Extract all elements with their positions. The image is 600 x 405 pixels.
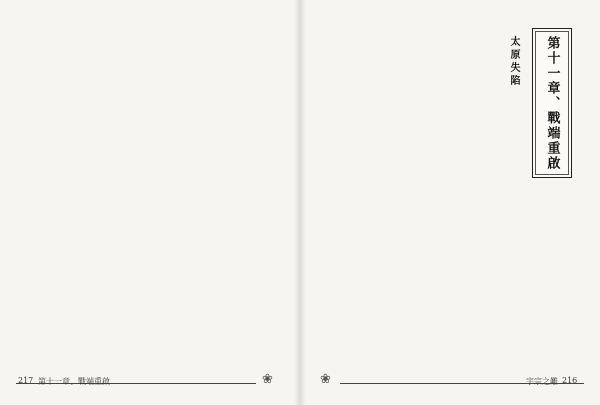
flower-ornament-icon: ❀ — [320, 372, 331, 387]
book-gutter — [294, 0, 306, 405]
right-page-number: 216 — [562, 376, 578, 385]
right-page-body — [308, 30, 496, 370]
left-running-header: 第十一章、戰端重啟 — [38, 377, 110, 386]
right-page — [300, 0, 600, 405]
right-running-header: 宇宗之難 — [526, 377, 558, 386]
section-title: 太原失陷 — [508, 36, 519, 88]
chapter-title-box — [532, 28, 572, 178]
flower-ornament-icon: ❀ — [262, 372, 273, 387]
chapter-title: 第十一章、戰端重啟 — [544, 35, 560, 171]
left-page-body — [20, 30, 282, 370]
left-page-number: 217 — [18, 376, 34, 385]
